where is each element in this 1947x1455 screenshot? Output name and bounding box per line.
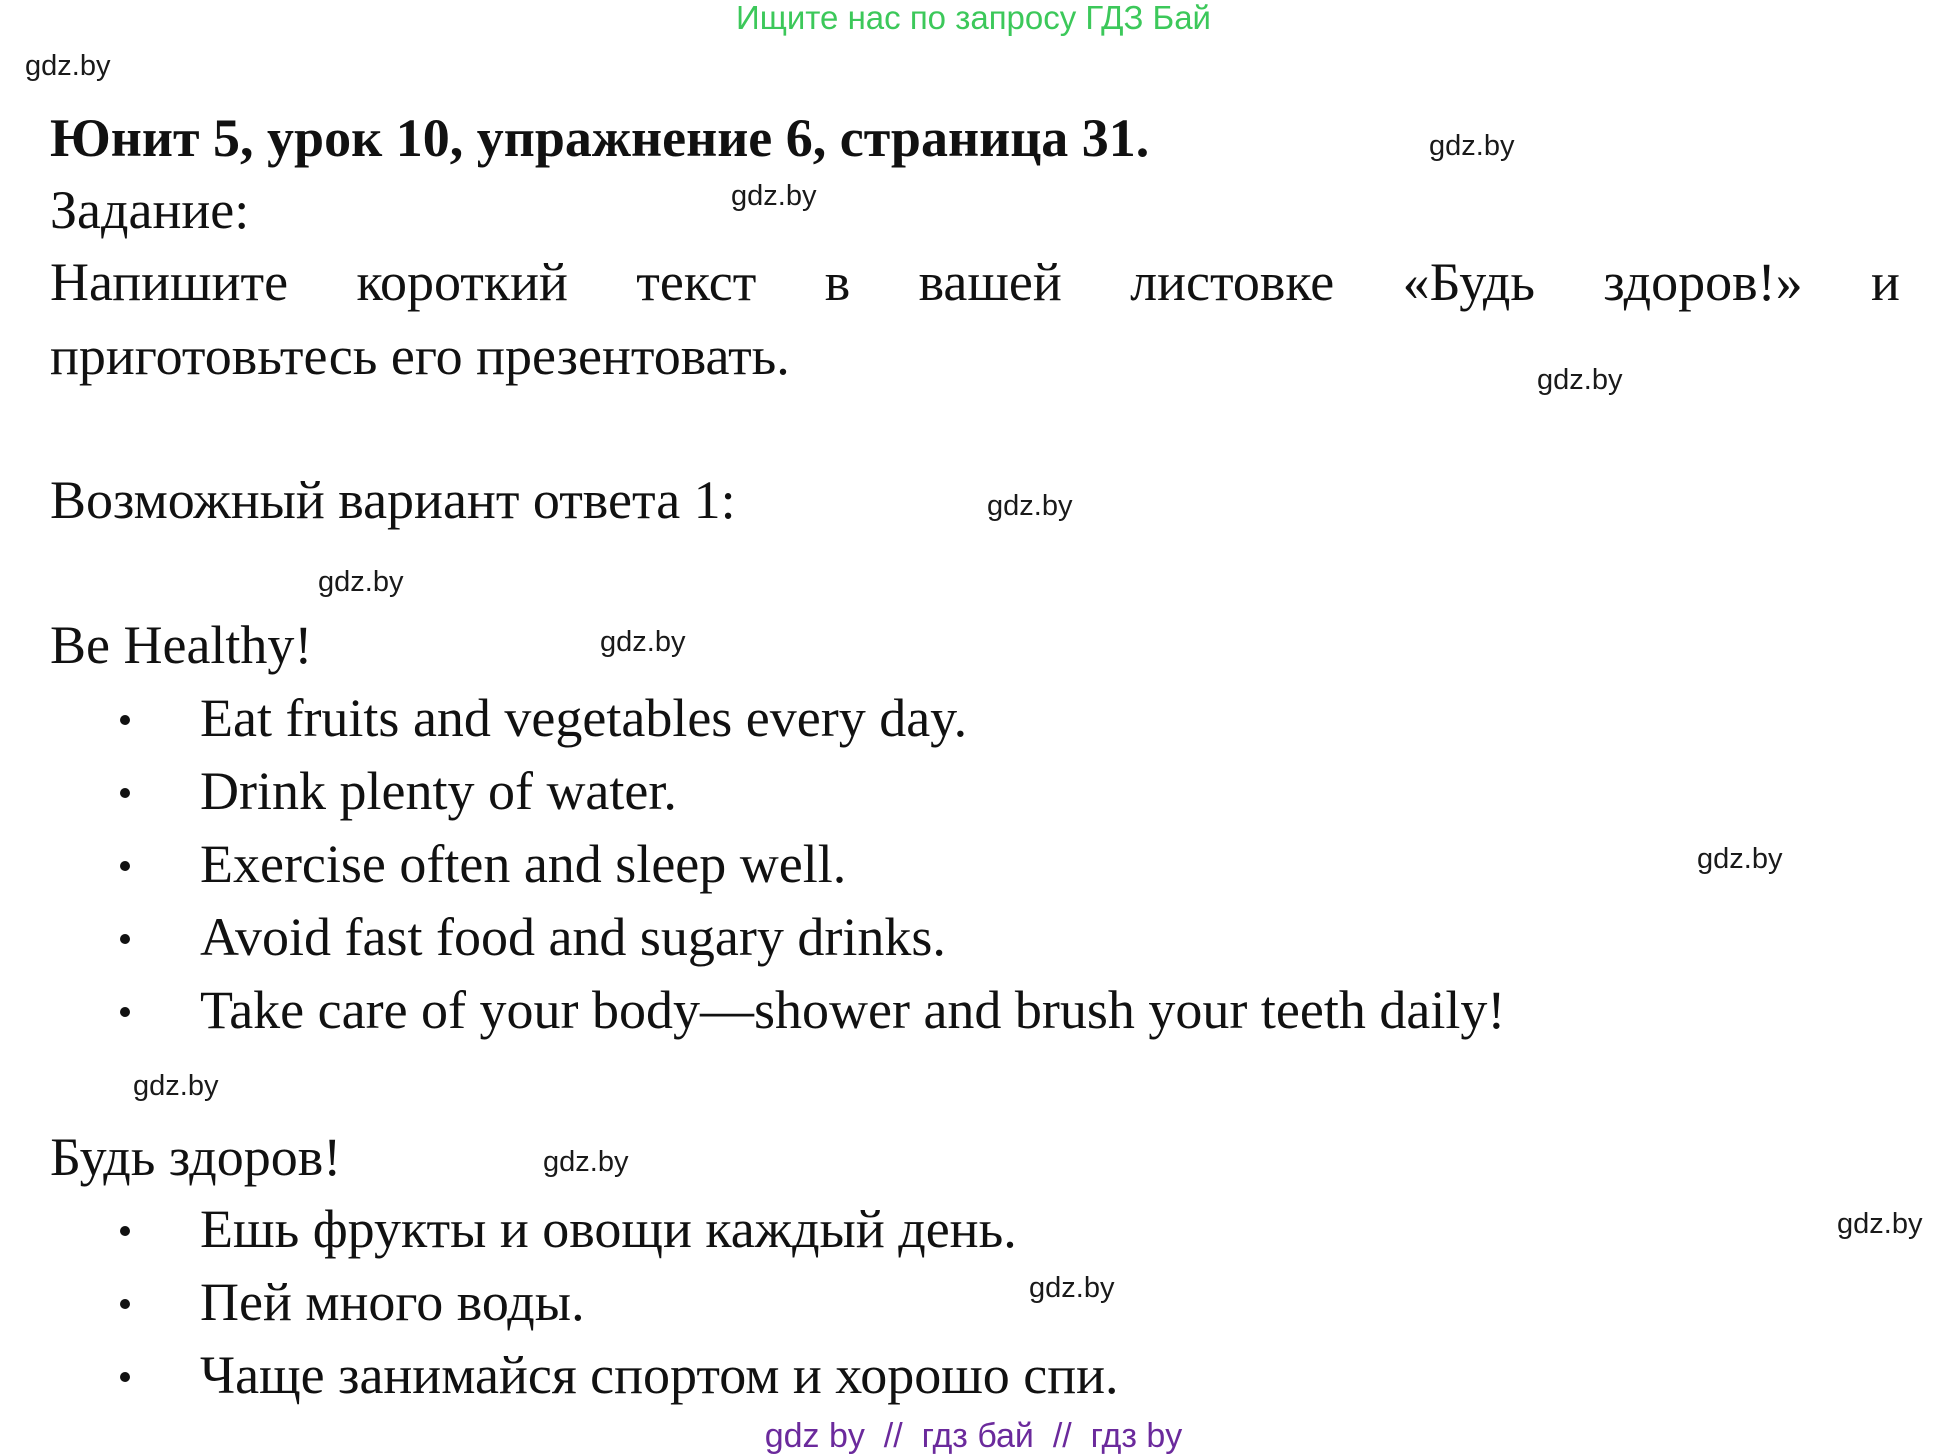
list-item-text: Eat fruits and vegetables every day. [200, 688, 968, 748]
task-word: «Будь [1402, 252, 1535, 312]
list-item-text: Ешь фрукты и овощи каждый день. [200, 1199, 1017, 1259]
task-word: здоров!» [1603, 252, 1803, 312]
watermark: gdz.by [1429, 130, 1515, 162]
list-item-text: Take care of your body—shower and brush your teeth daily! [200, 980, 1506, 1040]
task-word: короткий [356, 252, 568, 312]
list-item-text: Пей много воды. [200, 1272, 585, 1332]
top-banner: Ищите нас по запросу ГДЗ Бай [736, 0, 1211, 36]
russian-heading: Будь здоров! [50, 1127, 342, 1187]
bullet-icon [120, 934, 130, 944]
bullet-icon [120, 715, 130, 725]
watermark: gdz.by [1029, 1272, 1115, 1304]
watermark: gdz.by [25, 50, 111, 82]
list-item-text: Avoid fast food and sugary drinks. [200, 907, 946, 967]
bullet-icon [120, 861, 130, 871]
watermark: gdz.by [318, 566, 404, 598]
answer-label: Возможный вариант ответа 1: [50, 470, 736, 530]
task-word: в [824, 252, 851, 312]
task-word: листовке [1130, 252, 1335, 312]
watermark: gdz.by [133, 1070, 219, 1102]
watermark: gdz.by [1537, 364, 1623, 396]
task-line-2: приготовьтесь его презентовать. [50, 326, 790, 386]
bullet-icon [120, 1226, 130, 1236]
bullet-icon [120, 1299, 130, 1309]
watermark: gdz.by [731, 180, 817, 212]
watermark: gdz.by [543, 1146, 629, 1178]
bullet-icon [120, 788, 130, 798]
list-item-text: Чаще занимайся спортом и хорошо спи. [200, 1345, 1119, 1405]
bullet-icon [120, 1372, 130, 1382]
task-word: вашей [918, 252, 1062, 312]
list-item-text: Exercise often and sleep well. [200, 834, 847, 894]
task-label: Задание: [50, 180, 250, 240]
task-word: текст [636, 252, 757, 312]
task-word: и [1871, 252, 1900, 312]
watermark: gdz.by [600, 626, 686, 658]
watermark: gdz.by [1697, 843, 1783, 875]
task-line-1 [50, 252, 1900, 312]
footer-watermark: gdz by // гдз бай // гдз by [764, 1417, 1183, 1455]
task-word: Напишите [50, 252, 289, 312]
list-item-text: Drink plenty of water. [200, 761, 677, 821]
watermark: gdz.by [1837, 1208, 1923, 1240]
page-title: Юнит 5, урок 10, упражнение 6, страница 31. [50, 108, 1150, 168]
bullet-icon [120, 1007, 130, 1017]
english-heading: Be Healthy! [50, 615, 313, 675]
watermark: gdz.by [987, 490, 1073, 522]
